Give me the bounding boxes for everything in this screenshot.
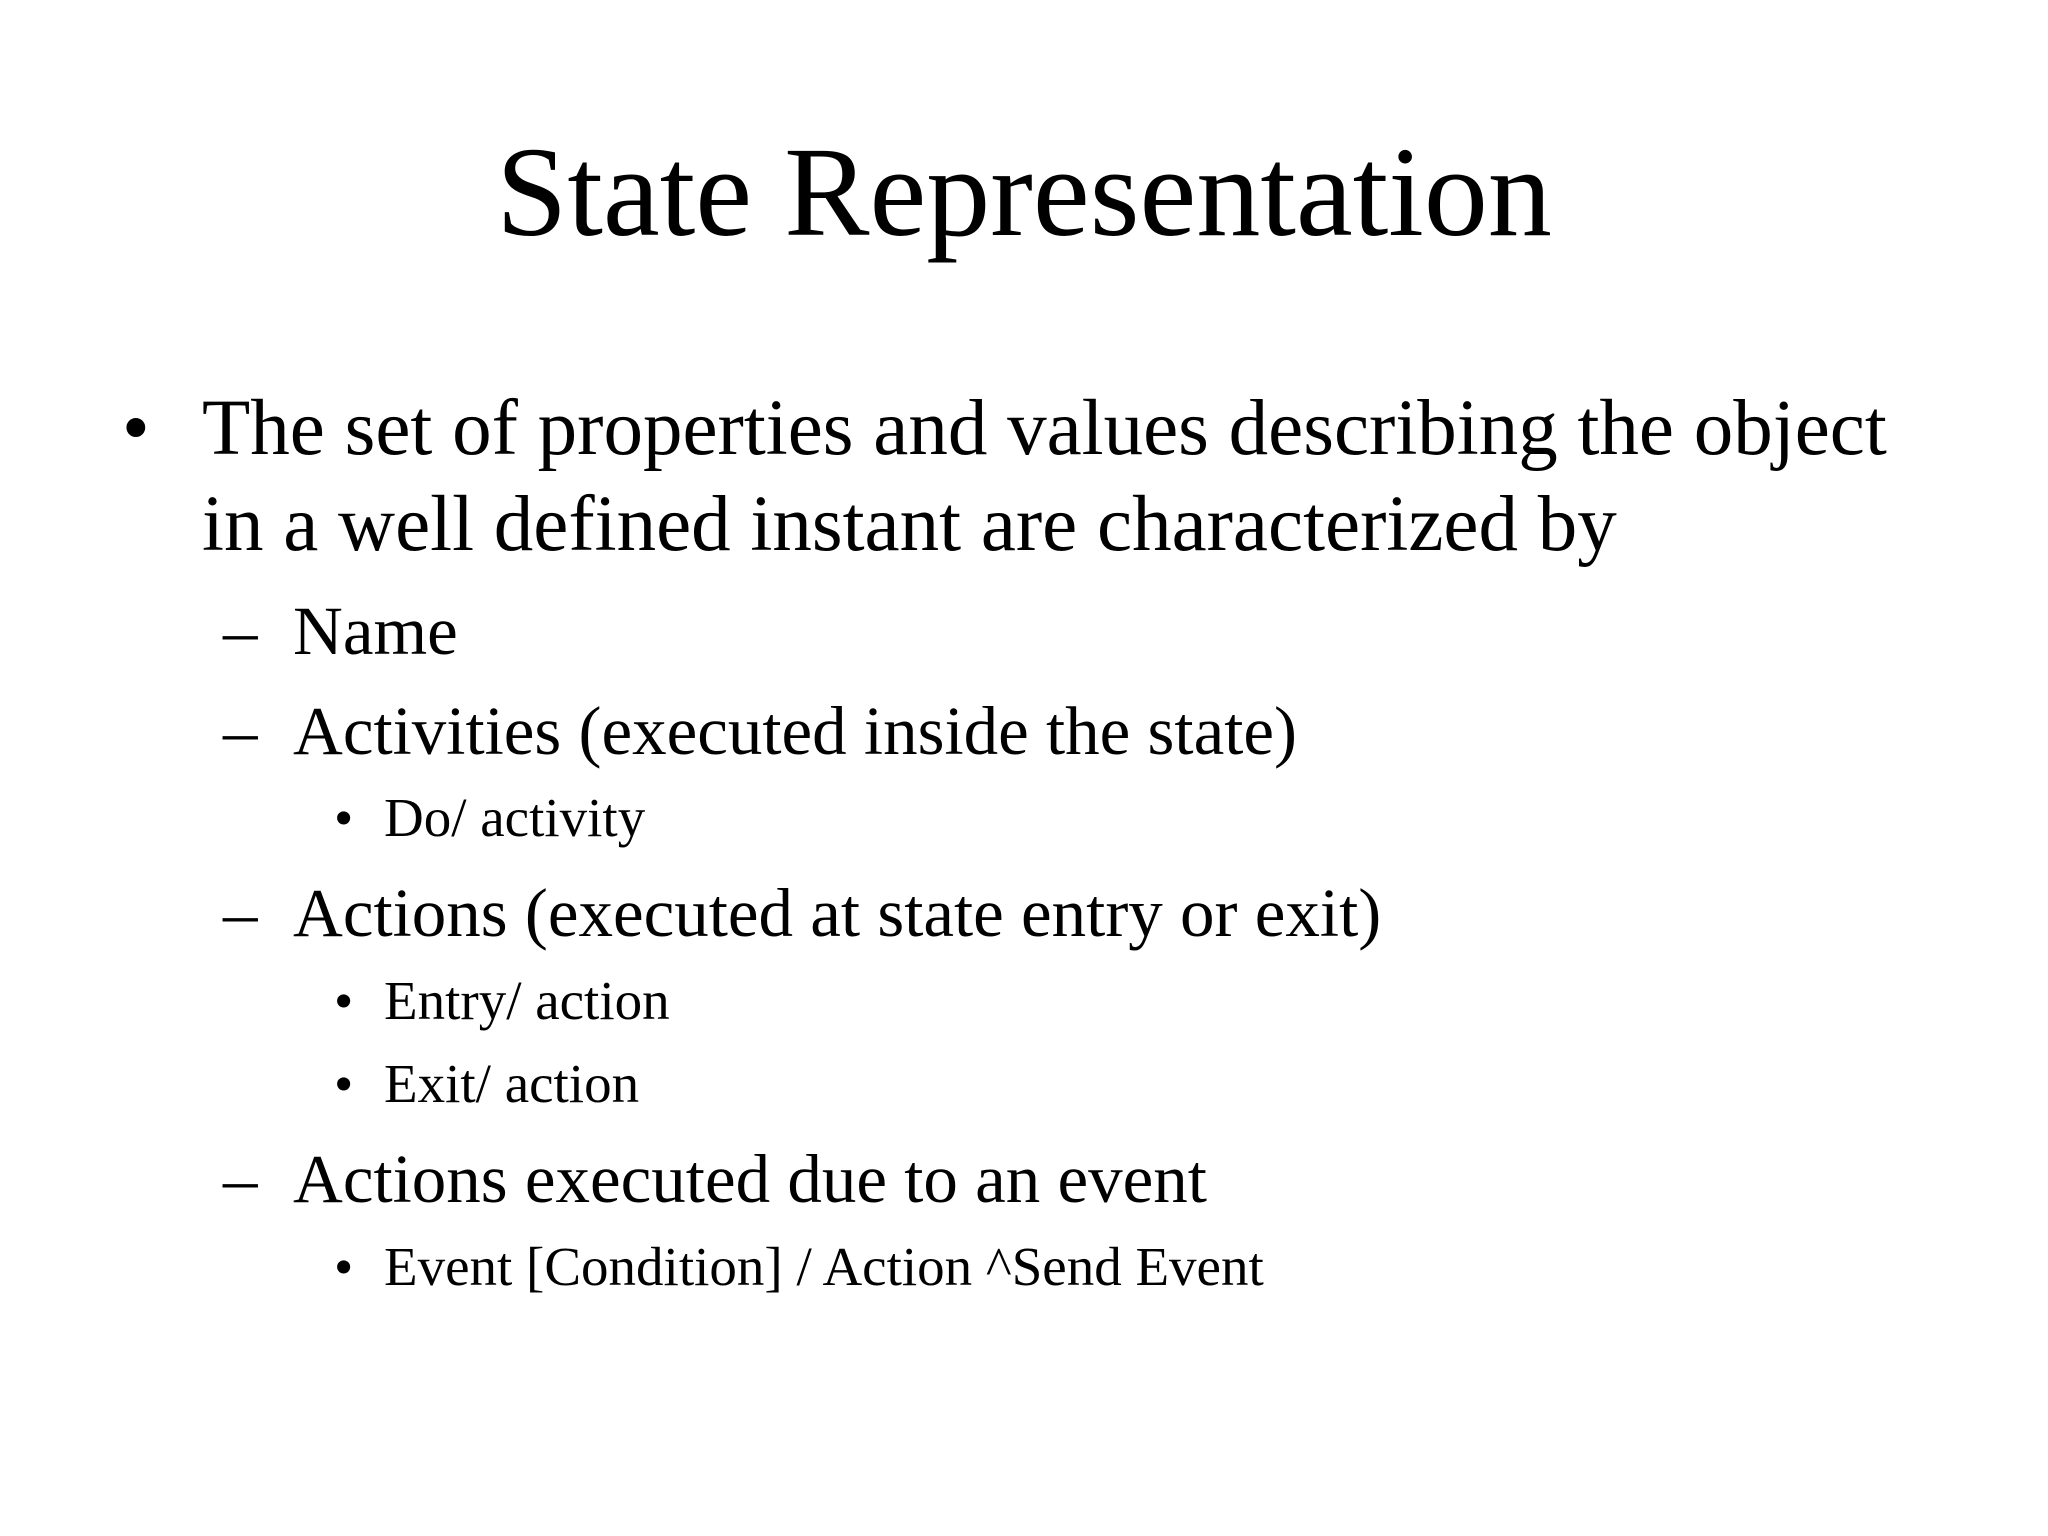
sub-item-name: Name <box>293 593 458 669</box>
sub-sub-item-entry-action-row <box>334 967 670 1035</box>
main-bullet-line-2-row <box>202 477 1617 573</box>
sub-item-activities: Activities (executed inside the state) <box>293 693 1297 769</box>
sub-sub-item-event-condition-row <box>334 1233 1264 1301</box>
dash-marker: – <box>223 875 258 951</box>
main-bullet-line-2: in a well defined instant are characterized by <box>202 481 1617 568</box>
sub-sub-item-exit-action-row <box>334 1050 640 1118</box>
sub-item-activities-row <box>223 689 1297 773</box>
slide-title: State Representation <box>496 121 1552 263</box>
sub-sub-item-entry-action: Entry/ action <box>384 970 670 1031</box>
dash-marker: – <box>223 1141 258 1217</box>
main-bullet-line-1: The set of properties and values describing the object <box>202 385 1887 472</box>
sub-item-actions-event: Actions executed due to an event <box>293 1141 1207 1217</box>
sub-item-name-row <box>223 589 458 673</box>
sub-bullet-marker: • <box>334 1053 354 1114</box>
main-bullet-marker: • <box>122 385 150 472</box>
sub-sub-item-event-condition: Event [Condition] / Action ^Send Event <box>384 1236 1264 1297</box>
sub-bullet-marker: • <box>334 970 354 1031</box>
sub-item-actions-entry-exit-row <box>223 871 1382 955</box>
dash-marker: – <box>223 593 258 669</box>
sub-bullet-marker: • <box>334 787 354 848</box>
sub-sub-item-do-activity-row <box>334 784 646 852</box>
sub-sub-item-exit-action: Exit/ action <box>384 1053 640 1114</box>
sub-sub-item-do-activity: Do/ activity <box>384 787 646 848</box>
sub-item-actions-entry-exit: Actions (executed at state entry or exit) <box>293 875 1382 951</box>
main-bullet-line-1-row <box>122 381 1887 477</box>
dash-marker: – <box>223 693 258 769</box>
sub-item-actions-event-row <box>223 1137 1207 1221</box>
sub-bullet-marker: • <box>334 1236 354 1297</box>
